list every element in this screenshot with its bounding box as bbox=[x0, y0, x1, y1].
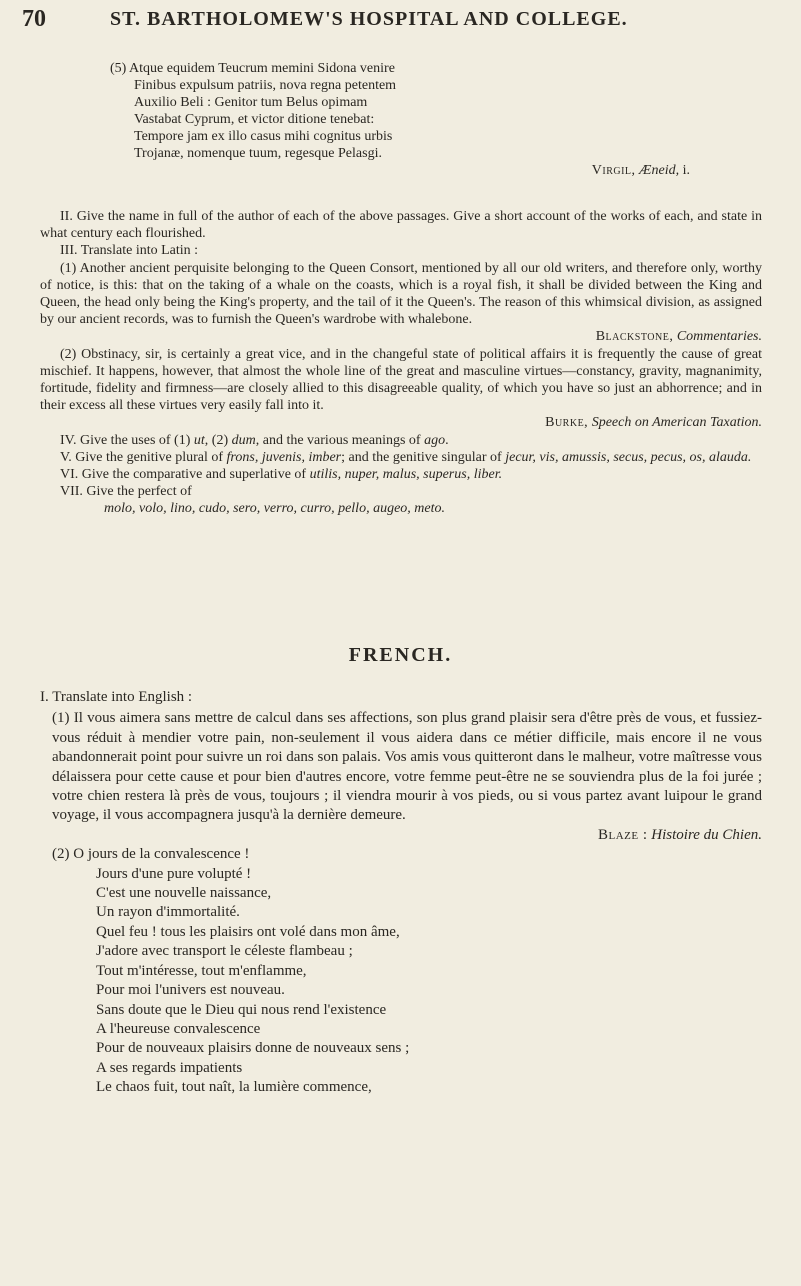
french-section bbox=[40, 688, 762, 1098]
verse-line: Tout m'intéresse, tout m'enflamme, bbox=[96, 962, 307, 979]
section-heading-french: FRENCH. bbox=[348, 644, 453, 666]
attribution-burke bbox=[40, 414, 762, 431]
passage-blackstone: (1) Another ancient perquisite belonging to the Queen Consort, mentioned by all our old writers, and therefore only, worthy of notice, is this: that on the taking of a whale on the coasts, which is a royal fish, it shall be divided between the King and Queen, the head only being the King's property, and the tail of it the Queen's. The reason of this whimsical division, as assigned by our ancient records, was to furnish the Queen's wardrobe with whalebone. bbox=[40, 260, 762, 328]
verse-line: A ses regards impatients bbox=[96, 1059, 243, 1076]
q5-words: frons, juvenis, imber bbox=[226, 449, 342, 465]
question-6 bbox=[40, 466, 762, 483]
question-2-text-cont: Give a short account of the works of each, and state in what century each flourished. bbox=[40, 209, 762, 242]
verse-line: Un rayon d'immortalité. bbox=[96, 904, 240, 921]
q5-words: jecur, vis, amussis, secus, pecus, os, alauda. bbox=[505, 449, 752, 465]
poem-line: Finibus expulsum patriis, nova regna petentem bbox=[134, 78, 397, 93]
q4-text: IV. Give the uses of (1) bbox=[60, 432, 194, 448]
french-instruction: I. Translate into English : bbox=[40, 689, 193, 705]
question-3: III. Translate into Latin : bbox=[60, 243, 199, 259]
question-7: VII. Give the perfect of bbox=[60, 484, 192, 500]
citation-work: Æneid, bbox=[639, 163, 680, 178]
q4-word: ut bbox=[193, 432, 205, 448]
poem-line: Vastabat Cyprum, et victor ditione tenebat: bbox=[134, 112, 375, 127]
citation-author: Virgil, bbox=[591, 163, 636, 178]
q4-text: , and the various meanings of bbox=[255, 432, 425, 448]
verse-line: Le chaos fuit, tout naît, la lumière commence, bbox=[96, 1079, 372, 1096]
verse-line: C'est une nouvelle naissance, bbox=[96, 885, 272, 902]
poem-line: Auxilio Beli : Genitor tum Belus opimam bbox=[134, 95, 368, 110]
attribution-blaze bbox=[40, 826, 762, 845]
attribution-work: Histoire du Chien. bbox=[651, 826, 762, 843]
q4-text: , (2) bbox=[204, 432, 232, 448]
question-4 bbox=[40, 432, 762, 449]
citation-book: i. bbox=[682, 163, 690, 178]
verse-line: Pour de nouveaux plaisirs donne de nouveaux sens ; bbox=[96, 1040, 410, 1057]
french-verse bbox=[40, 845, 762, 1097]
q4-word: dum bbox=[231, 432, 256, 448]
attribution-author: Blackstone, bbox=[595, 329, 674, 345]
verse-line: Jours d'une pure volupté ! bbox=[96, 865, 252, 882]
french-prose: (1) Il vous aimera sans mettre de calcul dans ses affections, son plus grand plaisir sera d'être près de vous, et fussiez-vous réduit à mendier votre pain, non-seulement il vous aidera dans ce métier difficile, mais encore il ne vous abandonnerait point pour suivre un roi dans son palais. Vos amis vous quitteront dans le malheur, votre maîtresse vous délaissera pour cette cause et pour bien d'autres encore, votre femme peut-être ne se souviendra plus de la foi jurée ; votre chien restera là près de vous, toujours ; il viendra mourir à vos pieds, ou si vous partez avant luipour le grand voyage, il vous accompagnera jusqu'à la dernière demeure. bbox=[52, 710, 762, 824]
poem-line: (5) Atque equidem Teucrum memini Sidona venire bbox=[110, 61, 395, 76]
q6-text: VI. Give the comparative and superlative of bbox=[60, 467, 310, 483]
poem-line: Trojanæ, nomenque tuum, regesque Pelasgi. bbox=[134, 146, 382, 161]
q4-text: . bbox=[445, 432, 449, 448]
verse-line: (2) O jours de la convalescence ! bbox=[52, 846, 250, 863]
q5-text: ; and the genitive singular of bbox=[341, 449, 506, 465]
verse-line: Pour moi l'univers est nouveau. bbox=[96, 982, 285, 999]
question-2-text: II. Give the name in full of the author of each of the above passages. bbox=[60, 209, 450, 224]
verse-line: Quel feu ! tous les plaisirs ont volé dans mon âme, bbox=[96, 923, 400, 940]
attribution-work: Commentaries. bbox=[676, 329, 762, 345]
poem-citation bbox=[110, 162, 690, 179]
verse-line: Sans doute que le Dieu qui nous rend l'existence bbox=[96, 1001, 387, 1018]
attribution-work: Speech on American Taxation. bbox=[591, 415, 762, 431]
q4-word: ago bbox=[424, 432, 446, 448]
attribution-author: Burke, bbox=[545, 415, 589, 431]
q6-words: utilis, nuper, malus, superus, liber. bbox=[309, 467, 503, 483]
question-5 bbox=[40, 449, 762, 466]
question-2 bbox=[40, 208, 762, 242]
verse-line: A l'heureuse convalescence bbox=[96, 1020, 261, 1037]
running-title: ST. BARTHOLOMEW'S HOSPITAL AND COLLEGE. bbox=[110, 8, 628, 30]
passage-burke: (2) Obstinacy, sir, is certainly a great vice, and in the changeful state of political affairs it is frequently the cause of great mischief. It happens, however, that almost the whole line of the great and masculine virtues—constancy, gravity, magnanimity, fortitude, fidelity and firmness—are closely allied to this disagreeable quality, of which you have so just an abhorrence; and in their excess all these virtues very easily fall into it. bbox=[40, 346, 762, 414]
question-7-words bbox=[40, 500, 762, 517]
attribution-author: Blaze : bbox=[598, 826, 648, 843]
q5-text: V. Give the genitive plural of bbox=[60, 449, 227, 465]
attribution-blackstone bbox=[40, 328, 762, 345]
poem-line: Tempore jam ex illo casus mihi cognitus urbis bbox=[134, 129, 393, 144]
q7-words: molo, volo, lino, cudo, sero, verro, curro, pello, augeo, meto. bbox=[104, 501, 446, 517]
latin-passage bbox=[110, 60, 690, 179]
page-number: 70 bbox=[22, 6, 46, 32]
verse-line: J'adore avec transport le céleste flambeau ; bbox=[96, 943, 353, 960]
latin-questions bbox=[40, 208, 762, 518]
